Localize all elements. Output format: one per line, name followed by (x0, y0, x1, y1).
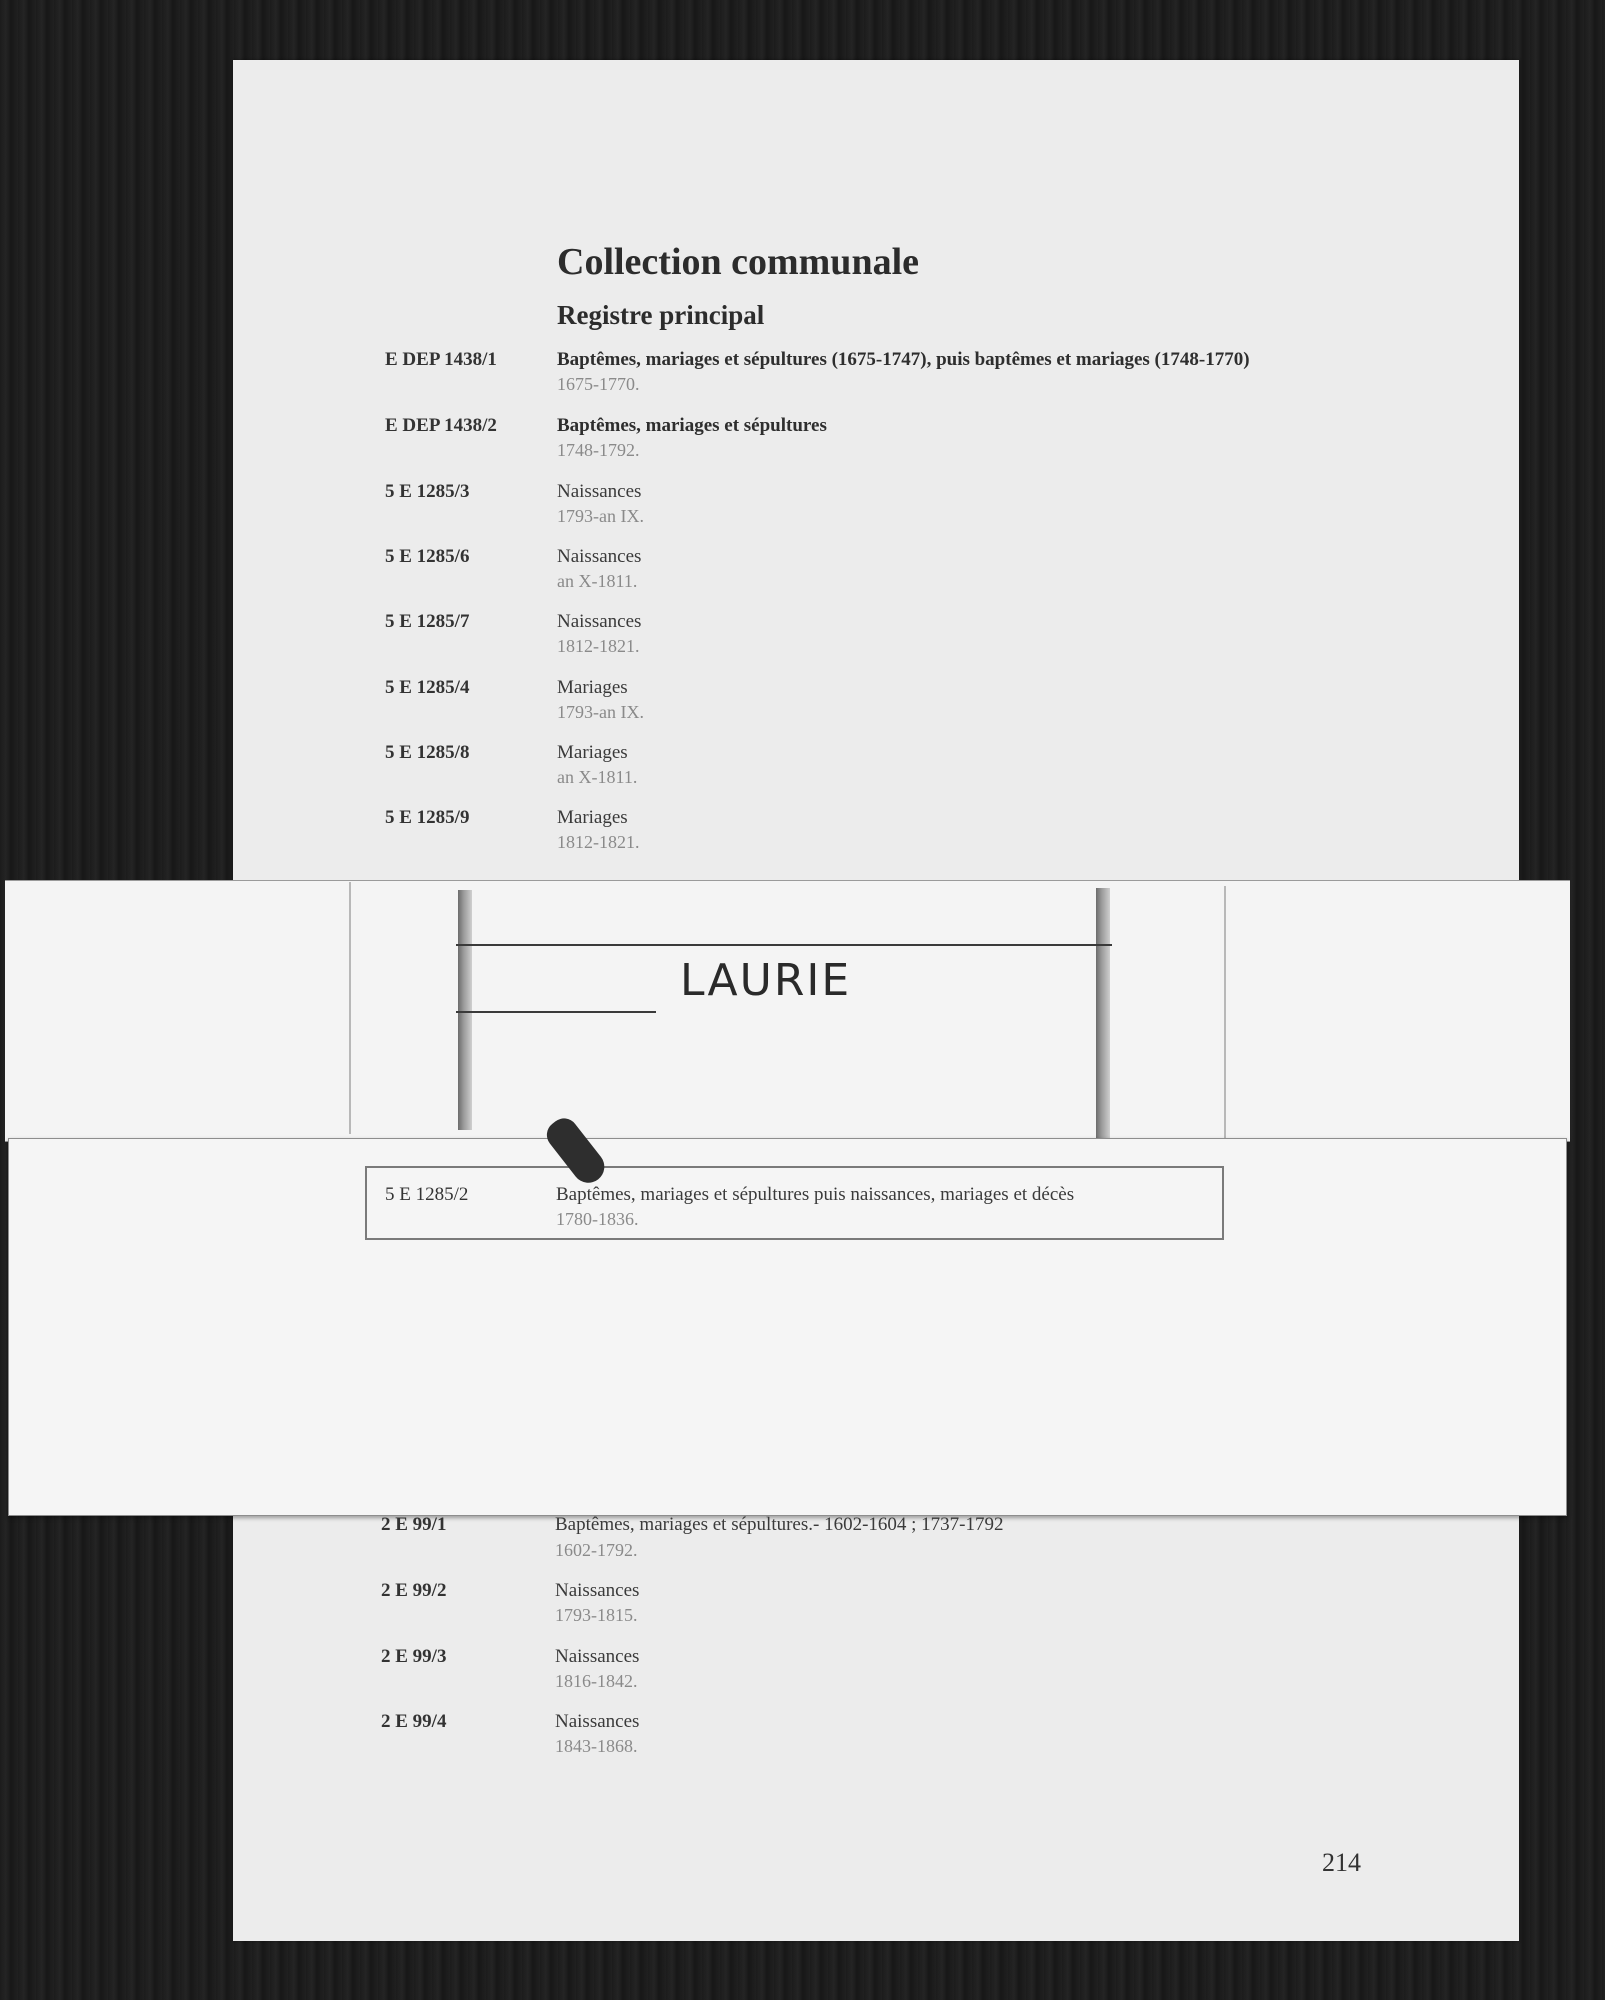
mount-post (1096, 888, 1110, 1138)
entry-dates: 1843-1868. (555, 1736, 638, 1756)
entry-label: Mariages (557, 677, 628, 698)
entry-label: Naissances (557, 611, 642, 632)
entry-label: Naissances (557, 546, 642, 567)
label-rule (456, 1011, 656, 1013)
page-title: Collection communale (557, 241, 920, 283)
entry-cote: 5 E 1285/8 (385, 742, 470, 763)
entry-label: Baptêmes, mariages et sépultures puis naissances, mariages et décès (556, 1184, 1075, 1205)
entry-cote: E DEP 1438/1 (385, 349, 497, 370)
entry-cote: 5 E 1285/3 (385, 481, 470, 502)
entry-cote: E DEP 1438/2 (385, 415, 497, 436)
entry-label: Mariages (557, 742, 628, 763)
entry-cote: 2 E 99/3 (381, 1646, 447, 1667)
entry-dates: 1748-1792. (557, 440, 640, 460)
entry-label: Naissances (555, 1580, 640, 1601)
entry-dates: 1793-1815. (555, 1605, 638, 1625)
entry-cote: 5 E 1285/7 (385, 611, 470, 632)
entry-label: Naissances (557, 481, 642, 502)
entry-label: Baptêmes, mariages et sépultures.- 1602-1604 ; 1737-1792 (555, 1514, 1004, 1535)
entry-cote: 5 E 1285/9 (385, 807, 470, 828)
entry-dates: 1816-1842. (555, 1671, 638, 1691)
overlay-paper-band (5, 880, 1570, 1142)
entry-label: Mariages (557, 807, 628, 828)
entry-cote: 2 E 99/1 (381, 1514, 447, 1535)
entry-dates: 1675-1770. (557, 374, 640, 394)
mount-post (458, 890, 472, 1130)
entry-dates: 1602-1792. (555, 1540, 638, 1560)
entry-dates: an X-1811. (557, 767, 638, 787)
entry-cote: 2 E 99/2 (381, 1580, 447, 1601)
page-number: 214 (1322, 1848, 1361, 1877)
entry-label: Naissances (555, 1711, 640, 1732)
section-subtitle: Registre principal (557, 300, 765, 330)
entry-label: Baptêmes, mariages et sépultures (1675-1747), puis baptêmes et mariages (1748-1770) (557, 349, 1250, 370)
entry-dates: 1793-an IX. (557, 506, 644, 526)
entry-label: Baptêmes, mariages et sépultures (557, 415, 827, 436)
entry-cote: 5 E 1285/2 (385, 1184, 469, 1205)
entry-dates: 1812-1821. (557, 832, 640, 852)
entry-dates: 1780-1836. (556, 1209, 639, 1229)
entry-cote: 2 E 99/4 (381, 1711, 447, 1732)
entry-dates: 1812-1821. (557, 636, 640, 656)
entry-dates: 1793-an IX. (557, 702, 644, 722)
entry-cote: 5 E 1285/4 (385, 677, 470, 698)
entry-cote: 5 E 1285/6 (385, 546, 470, 567)
name-label: LAURIE (680, 955, 852, 1006)
entry-label: Naissances (555, 1646, 640, 1667)
entry-dates: an X-1811. (557, 571, 638, 591)
fold-line (349, 882, 351, 1134)
label-rule (456, 944, 1112, 946)
fold-line (1224, 886, 1226, 1138)
